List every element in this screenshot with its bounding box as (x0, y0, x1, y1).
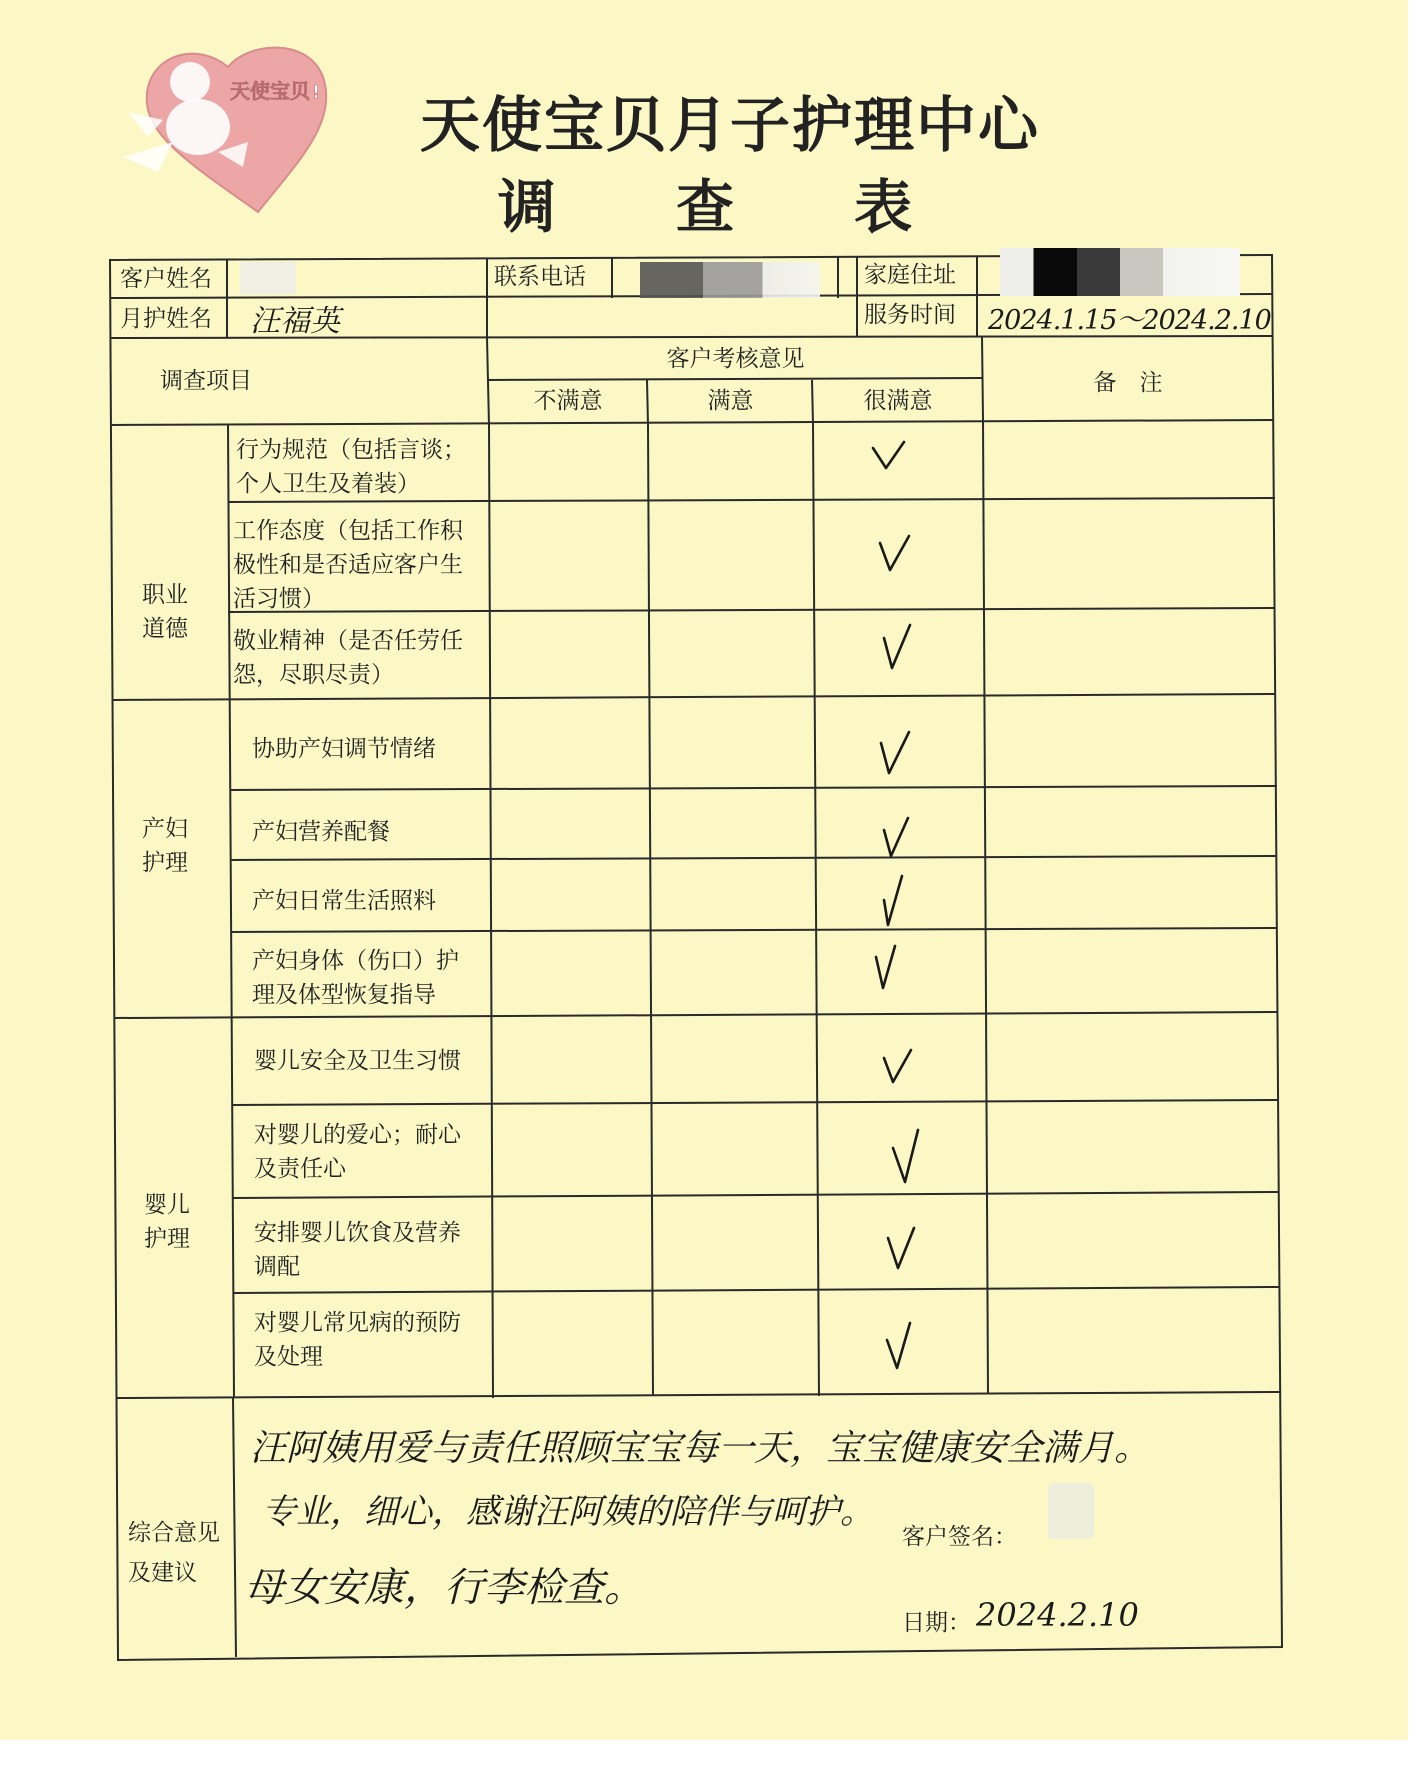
phone-label: 联系电话 (494, 264, 586, 290)
item-maternal-daily-care: 产妇日常生活照料 (252, 888, 436, 914)
item-infant-feeding-nutrition: 安排婴儿饮食及营养调配 (254, 1220, 461, 1280)
signature-label: 客户签名： (902, 1524, 1017, 1550)
page-title: 天使宝贝月子护理中心 (420, 91, 1040, 161)
very-satisfied-column-header: 很满意 (863, 388, 933, 414)
item-infant-disease-prevention: 对婴儿常见病的预防及处理 (254, 1310, 461, 1370)
client-opinion-header: 客户考核意见 (666, 346, 805, 372)
item-work-attitude: 工作态度（包括工作积极性和是否适应客户生活习惯） (233, 518, 463, 612)
group-maternal-care: 产妇护理 (142, 816, 188, 876)
comment-line-2: 专业，细心，感谢汪阿姨的陪伴与呵护。 (262, 1492, 874, 1532)
item-maternal-emotions: 协助产妇调节情绪 (252, 736, 436, 762)
signature-redacted (1048, 1483, 1094, 1539)
item-maternal-body-recovery: 产妇身体（伤口）护理及体型恢复指导 (252, 948, 459, 1008)
group-professional-ethics: 职业道德 (142, 582, 188, 642)
comment-line-1: 汪阿姨用爱与责任照顾宝宝每一天，宝宝健康安全满月。 (250, 1428, 1151, 1469)
form-title: 调 查 表 (497, 173, 963, 241)
item-behavior-norms: 行为规范（包括言谈；个人卫生及着装） (236, 437, 466, 497)
survey-item-header: 调查项目 (160, 368, 252, 394)
satisfied-column-header: 满意 (707, 388, 754, 414)
item-dedication: 敬业精神（是否任劳任怨，尽职尽责） (233, 628, 463, 688)
item-maternal-nutrition: 产妇营养配餐 (252, 819, 390, 845)
address-label: 家庭住址 (864, 262, 956, 288)
nurse-name-label: 月护姓名 (120, 306, 212, 332)
remarks-column-header: 备 注 (1093, 370, 1163, 396)
nurse-name-value: 汪福英 (250, 304, 340, 339)
date-value: 2024.2.10 (976, 1596, 1139, 1634)
svg-text:!: ! (312, 82, 321, 103)
item-infant-love-patience: 对婴儿的爱心；耐心及责任心 (254, 1122, 461, 1182)
svg-text:天使宝贝: 天使宝贝 (230, 79, 310, 103)
group-infant-care: 婴儿护理 (144, 1192, 190, 1252)
client-name-label: 客户姓名 (120, 266, 212, 292)
service-time-value: 2024.1.15～2024.2.10 (988, 305, 1271, 336)
comments-label: 综合意见及建议 (128, 1520, 220, 1586)
date-label: 日期： (902, 1610, 971, 1636)
item-infant-safety-hygiene: 婴儿安全及卫生习惯 (254, 1048, 461, 1074)
service-time-label: 服务时间 (864, 302, 956, 328)
unsatisfied-column-header: 不满意 (533, 388, 603, 414)
phone-redacted (640, 262, 820, 298)
address-redacted (1000, 248, 1240, 296)
comment-line-3: 母女安康，行李检查。 (244, 1565, 644, 1611)
client-name-redacted (240, 262, 296, 294)
